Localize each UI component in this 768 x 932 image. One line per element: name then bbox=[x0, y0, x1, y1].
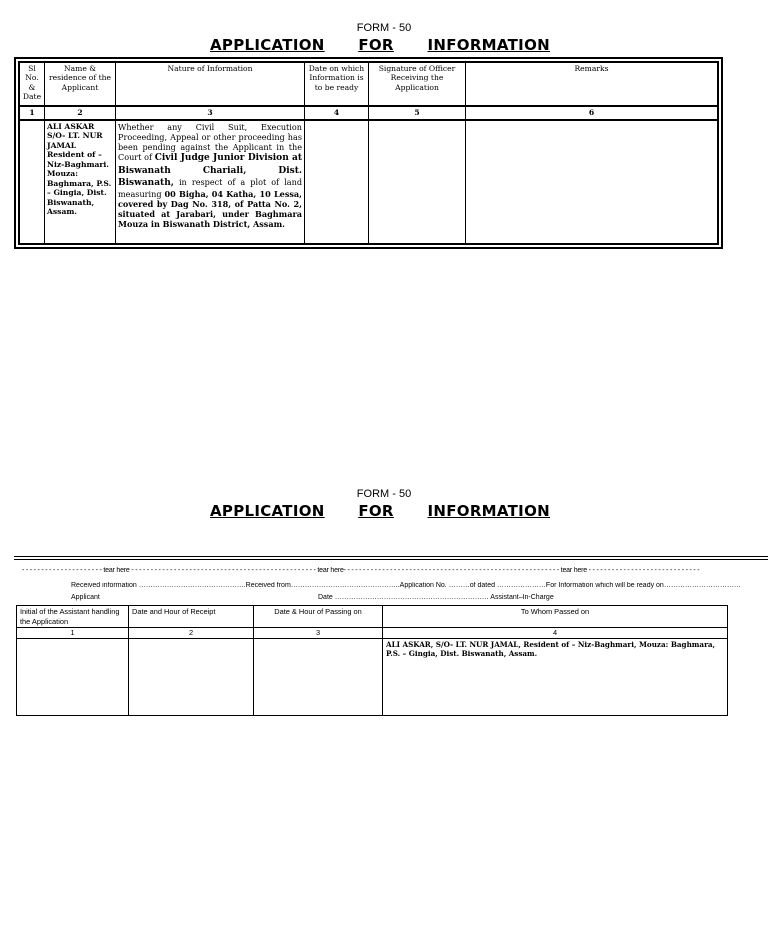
header-remarks: Remarks bbox=[466, 63, 718, 107]
header-date-ready: Date on which Information is to be ready bbox=[305, 63, 369, 107]
header-nature: Nature of Information bbox=[116, 63, 305, 107]
separator-line bbox=[14, 556, 768, 557]
date-line: Date ………………………………………………………… Assistant–In-Charge bbox=[318, 594, 554, 601]
separator-line bbox=[14, 559, 768, 560]
column-number: 3 bbox=[116, 106, 305, 120]
title-word: APPLICATION bbox=[210, 36, 325, 54]
column-number: 2 bbox=[45, 106, 116, 120]
remarks-cell bbox=[466, 120, 718, 244]
tear-label: tear here bbox=[103, 567, 130, 574]
column-number-row bbox=[20, 106, 718, 120]
date-ready-cell bbox=[305, 120, 369, 244]
initial-cell bbox=[17, 638, 129, 715]
title-word: FOR bbox=[358, 36, 394, 54]
table-row bbox=[17, 638, 728, 715]
header-receipt: Date and Hour of Receipt bbox=[129, 606, 254, 628]
court-name: Civil Judge Junior Division at Biswanath Chariali, Dist. Biswanath, bbox=[118, 153, 303, 188]
column-number: 2 bbox=[129, 628, 254, 639]
header-name: Name & residence of the Applicant bbox=[45, 63, 116, 107]
header-whom: To Whom Passed on bbox=[383, 606, 728, 628]
header-sl-no: Sl No. & Date bbox=[20, 63, 45, 107]
passing-cell bbox=[254, 638, 383, 715]
applicant-label: Applicant bbox=[71, 594, 100, 601]
tear-label: tear here bbox=[317, 567, 344, 574]
column-number: 1 bbox=[17, 628, 129, 639]
form-number-bottom: FORM - 50 bbox=[356, 488, 412, 500]
nature-cell bbox=[116, 120, 305, 244]
column-number-row bbox=[17, 628, 728, 639]
column-number: 5 bbox=[369, 106, 466, 120]
received-line: Received information ……………………………………….Received from………………………………………..Application No. ………of dated …………………For Information which will be ready on…………………………… bbox=[71, 582, 741, 589]
title-word: INFORMATION bbox=[427, 502, 550, 520]
column-number: 4 bbox=[305, 106, 369, 120]
form-title-bottom bbox=[210, 502, 550, 520]
form-title-top bbox=[210, 36, 550, 54]
column-number: 4 bbox=[383, 628, 728, 639]
tear-label: tear here bbox=[560, 567, 587, 574]
title-word: APPLICATION bbox=[210, 502, 325, 520]
signature-cell bbox=[369, 120, 466, 244]
receipt-cell bbox=[129, 638, 254, 715]
tear-here-line: - - - - - - - - - - - - - - - - - - - - - tear here - - - - - - - - - - - - - - - - - - - - - - - - - - - - - - - - - - - - - - - - - - - - - - - - tear here- - - - - - - - - - - - - - - - - - - - - - - - - - - - - - - - - - - - - - - - - - - - - - - - - - - - - - - - tear here - - - - - - - - - - - - - - - - - - - - - - - - - - - - - bbox=[22, 567, 700, 574]
table-row bbox=[20, 120, 718, 244]
table-header-row bbox=[17, 606, 728, 628]
column-number: 1 bbox=[20, 106, 45, 120]
nature-text: Whether any Civil Suit, Execution Proceeding, Appeal or other proceeding has been pending against the Applicant in the Court of bbox=[118, 122, 302, 163]
title-word: FOR bbox=[358, 502, 394, 520]
table-header-row bbox=[20, 63, 718, 107]
header-passing: Date & Hour of Passing on bbox=[254, 606, 383, 628]
column-number: 6 bbox=[466, 106, 718, 120]
whom-cell: ALI ASKAR, S/O- LT. NUR JAMAL, Resident of – Niz-Baghmari, Mouza: Baghmara, P.S. – Gingia, Dist. Biswanath, Assam. bbox=[383, 638, 728, 715]
header-signature: Signature of Officer Receiving the Application bbox=[369, 63, 466, 107]
passing-register-table bbox=[16, 605, 728, 716]
column-number: 3 bbox=[254, 628, 383, 639]
form-number-top: FORM - 50 bbox=[356, 22, 412, 34]
title-word: INFORMATION bbox=[427, 36, 550, 54]
applicant-cell: ALI ASKAR S/O- LT. NUR JAMAL Resident of – Niz-Baghmari. Mouza: Baghmara, P.S. – Gingia, Dist. Biswanath, Assam. bbox=[45, 120, 116, 244]
sl-no-cell bbox=[20, 120, 45, 244]
land-details: 00 Bigha, 04 Katha, 10 Lessa, covered by Dag No. 318, of Patta No. 2, situated at Jarabari, under Baghmara Mouza in Biswanath District, Assam. bbox=[118, 189, 302, 230]
nature-text: in respect of a plot of land measuring bbox=[118, 176, 303, 200]
application-register-table bbox=[14, 57, 723, 249]
header-initial: Initial of the Assistant handling the Application bbox=[17, 606, 129, 628]
